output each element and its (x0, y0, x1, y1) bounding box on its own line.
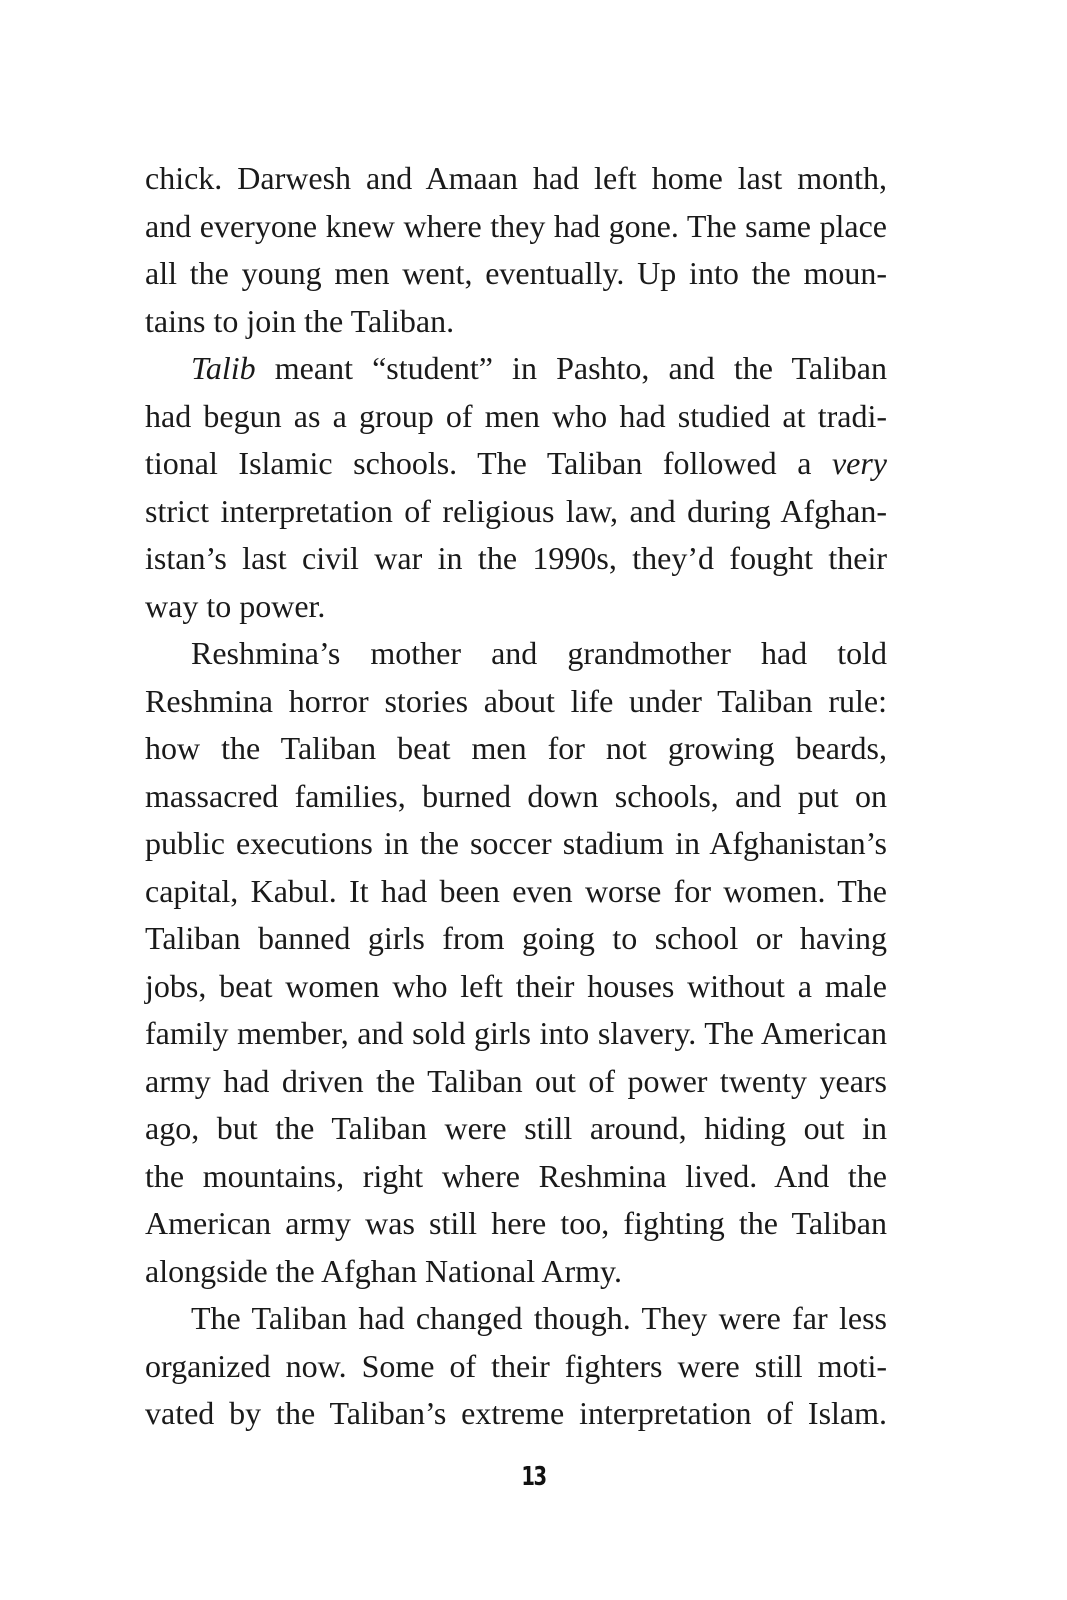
text-line: istan’s last civil war in the 1990s, they’d fought their (145, 540, 887, 576)
text-line: army had driven the Taliban out of power twenty years (145, 1062, 887, 1099)
text-line: tains to join the Taliban. (145, 302, 455, 339)
text-line: how the Taliban beat men for not growing beards, (145, 730, 887, 766)
italic-text: very (831, 445, 887, 481)
text-line: capital, Kabul. It had been even worse for women. The (145, 872, 887, 909)
text-line: The Taliban had changed though. They were far less (191, 1300, 887, 1336)
text-line: Reshmina horror stories about life under Taliban rule: (145, 682, 887, 719)
text-line: organized now. Some of their fighters were still moti- (145, 1347, 887, 1384)
text-line: all the young men went, eventually. Up into the moun- (145, 255, 887, 291)
text-line: massacred families, burned down schools, and put on (145, 777, 887, 814)
text-line: the mountains, right where Reshmina lived. And the (145, 1157, 887, 1194)
text-line (145, 440, 887, 488)
text-line: way to power. (145, 587, 326, 624)
text-line: strict interpretation of religious law, and during Afghan- (145, 492, 887, 529)
body-text (145, 155, 887, 1438)
text-line: alongside the Afghan National Army. (145, 1252, 622, 1289)
page-number: 13 (521, 1462, 546, 1492)
text-run: meant “student” in Pashto, and the Taliban (255, 350, 887, 386)
text-line: family member, and sold girls into slavery. The American (145, 1015, 887, 1051)
text-line (145, 345, 887, 393)
text-line: vated by the Taliban’s extreme interpretation of Islam. (145, 1395, 887, 1431)
text-line: Reshmina’s mother and grandmother had told (191, 635, 887, 671)
text-line: jobs, beat women who left their houses without a male (145, 967, 887, 1004)
italic-text: Talib (191, 350, 256, 386)
text-line: public executions in the soccer stadium in Afghanistan’s (145, 825, 887, 861)
text-line: American army was still here too, fighting the Taliban (145, 1205, 887, 1241)
text-line: had begun as a group of men who had studied at tradi- (145, 397, 887, 434)
text-line: ago, but the Taliban were still around, hiding out in (145, 1110, 887, 1146)
text-line: and everyone knew where they had gone. The same place (145, 207, 887, 244)
text-line: chick. Darwesh and Amaan had left home last month, (145, 160, 887, 196)
text-run: tional Islamic schools. The Taliban followed a (145, 445, 832, 481)
text-line: Taliban banned girls from going to school or having (145, 920, 887, 956)
